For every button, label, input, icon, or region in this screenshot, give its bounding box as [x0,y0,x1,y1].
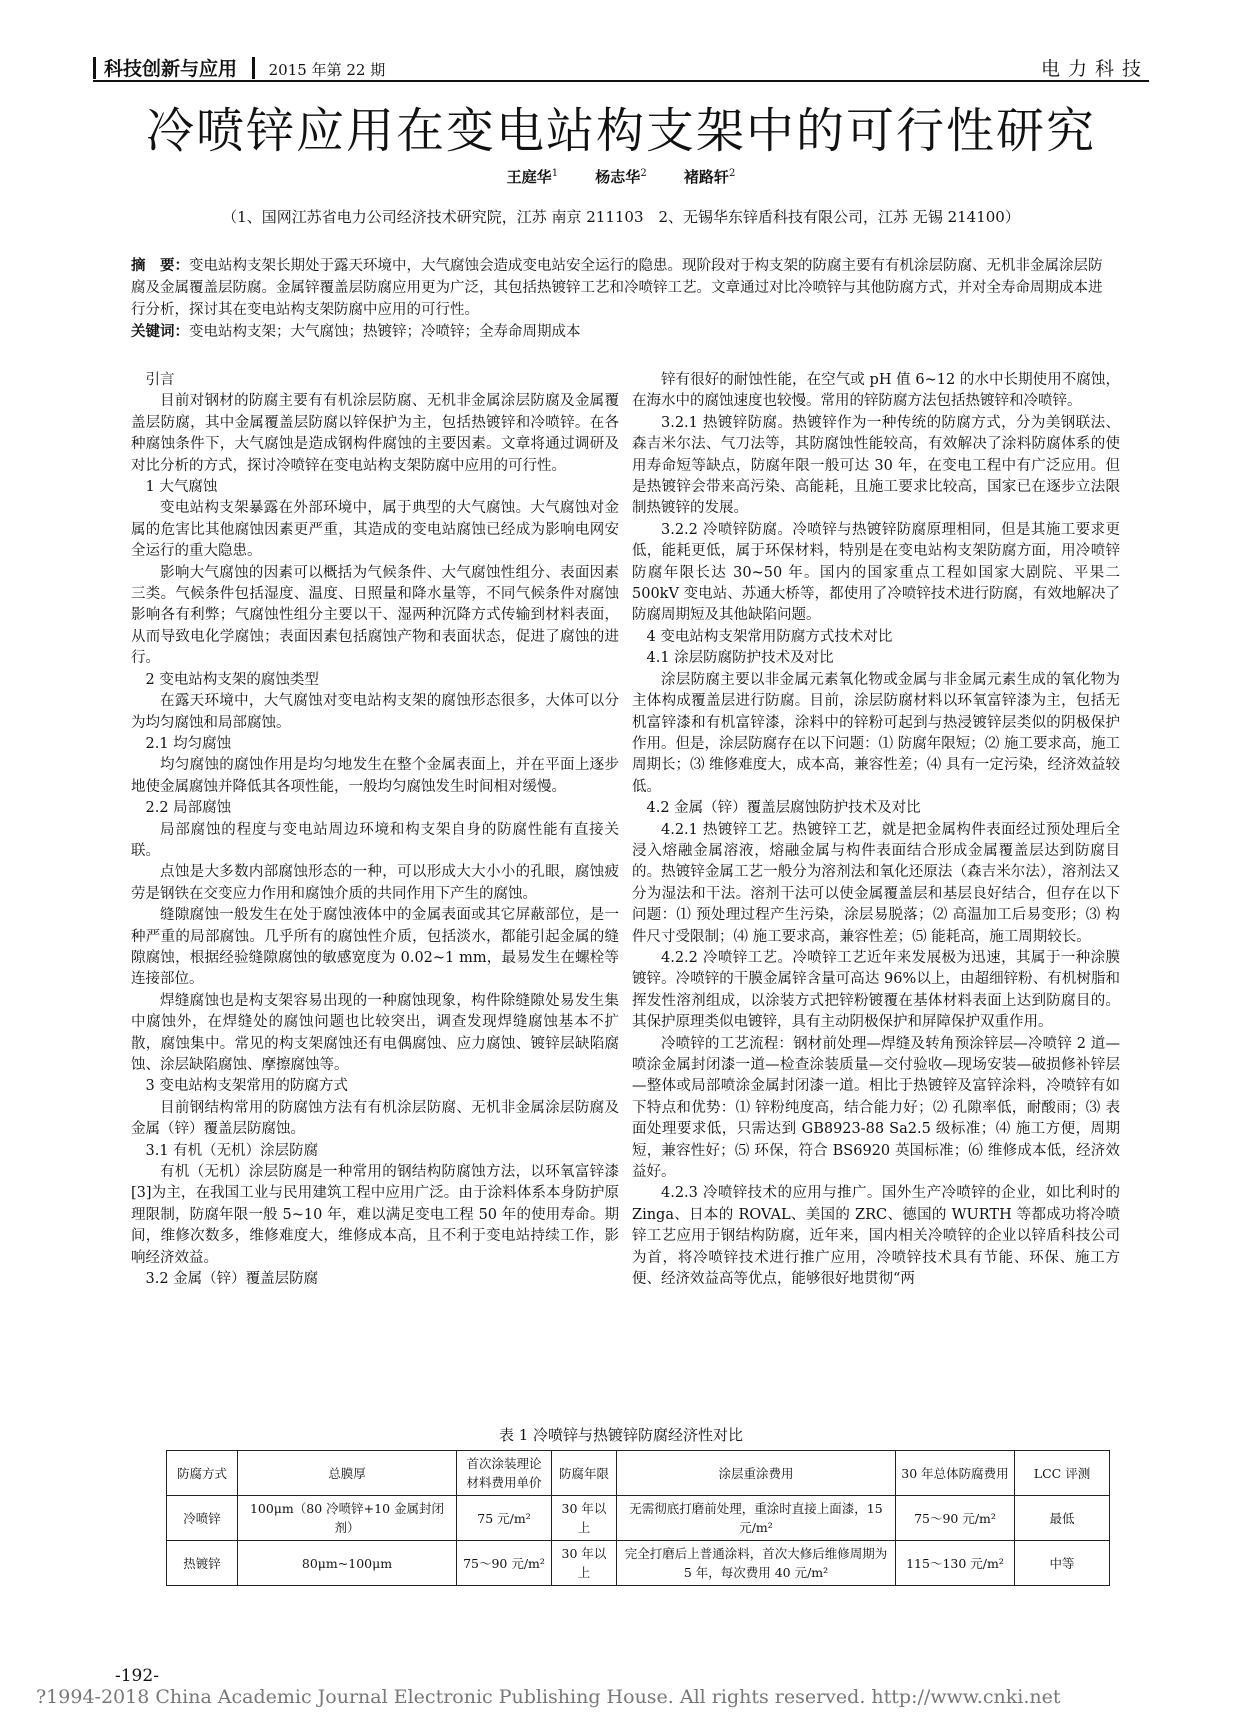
body-column-left [131,370,619,1290]
abstract [131,255,1114,343]
comparison-table [166,1450,1110,1586]
affiliation: （1、国网江苏省电力公司经济技术研究院，江苏 南京 211103 2、无锡华东锌盾科技有限公司，江苏 无锡 214100） [222,208,1020,226]
author-3: 褚路轩$^2$ [683,168,736,186]
table-header-cell: LCC 评测 [1015,1451,1110,1496]
body-paragraph: 4.2.3 冷喷锌技术的应用与推广。国外生产冷喷锌的企业，如比利时的 Zinga、日本的 ROVAL、美国的 ZRC、德国的 WURTH 等都成功将冷喷锌工艺应用于钢结构防腐，近年来，国内相关冷喷锌的企业以锌盾科技公司为首，将冷喷锌技术进行推广应用，冷喷锌技术具有节能、环保、施工方便、经济效益高等优点，能够很好地贯彻“两 [632,1185,1120,1288]
table-header-cell: 涂层重涂费用 [617,1451,896,1496]
section-heading: 4 变电站构支架常用防腐方式技术对比 [646,628,893,645]
keywords-label: 关键词： [131,323,189,340]
running-header [93,48,1149,82]
body-paragraph: 冷喷锌的工艺流程：钢材前处理—焊缝及转角预涂锌层—冷喷锌 2 道—喷涂金属封闭漆一道—检查涂装质量—交付验收—现场安装—破损修补锌层—整体或局部喷涂金属封闭漆一道。相比于热镀锌及富锌涂料，冷喷锌有如下特点和优势：⑴ 锌粉纯度高，结合能力好；⑵ 孔隙率低，耐酸雨；⑶ 表面处理要求低，只需达到 GB8923-88 Sa2.5 级标准；⑷ 施工方便，周期短，兼容性好；⑸ 环保，符合 BS6920 英国标准；⑹ 维修成本低，经济效益好。 [632,1035,1120,1181]
table-row [167,1496,1110,1541]
body-paragraph: 影响大气腐蚀的因素可以概括为气候条件、大气腐蚀性组分、表面因素三类。气候条件包括湿度、温度、日照量和降水量等，不同气候条件对腐蚀影响各有利弊；气腐蚀性组分主要以干、湿两种沉降方式传输到材料表面，从而导致电化学腐蚀；表面因素包括腐蚀产物和表面状态，促进了腐蚀的进行。 [131,564,619,667]
body-paragraph: 缝隙腐蚀一般发生在处于腐蚀液体中的金属表面或其它屏蔽部位，是一种严重的局部腐蚀。几乎所有的腐蚀性介质，包括淡水，都能引起金属的缝隙腐蚀，根据经验缝隙腐蚀的敏感宽度为 0.02~1 mm，最易发生在螺栓等连接部位。 [131,907,619,988]
body-paragraph: 焊缝腐蚀也是构支架容易出现的一种腐蚀现象，构件除缝隙处易发生集中腐蚀外，在焊缝处的腐蚀问题也比较突出，调查发现焊缝腐蚀基本不扩散，腐蚀集中。常见的构支架腐蚀还有电偶腐蚀、应力腐蚀、镀锌层缺陷腐蚀、涂层缺陷腐蚀、摩擦腐蚀等。 [131,992,619,1073]
table-cell: 30 年以上 [552,1541,617,1586]
body-paragraph: 3.2.2 冷喷锌防腐。冷喷锌与热镀锌防腐原理相同，但是其施工要求更低，能耗更低，属于环保材料，特别是在变电站构支架防腐方面，用冷喷锌防腐年限长达 30~50 年。国内的国家重点工程如国家大剧院、平果二 500kV 变电站、苏通大桥等，都使用了冷喷锌技术进行防腐，有效地解决了防腐周期短及其他缺陷问题。 [632,521,1120,624]
section-heading: 4.1 涂层防腐防护技术及对比 [646,650,834,667]
header-rule [93,80,1149,82]
copyright-notice: ?1994-2018 China Academic Journal Electronic Publishing House. All rights reserved. http://www.cnki.net [36,1686,1061,1708]
table-cell: 75～90 元/m² [896,1496,1015,1541]
table-cell: 75～90 元/m² [457,1541,552,1586]
paper-title: 冷喷锌应用在变电站构支架中的可行性研究 [145,103,1096,159]
table-cell: 完全打磨后上普通涂料，首次大修后维修周期为 5 年，每次费用 40 元/m² [617,1541,896,1586]
body-paragraph: 有机（无机）涂层防腐是一种常用的钢结构防腐蚀方法，以环氧富锌漆[3]为主，在我国工业与民用建筑工程中应用广泛。由于涂料体系本身防护原理限制，防腐年限一般 5~10 年，难以满足变电工程 50 年的使用寿命。期间，维修次数多，维修难度大，维修成本高，且不利于变电站持续工作，影响经济效益。 [131,1164,619,1266]
header-section [93,54,385,81]
body-paragraph: 4.2.1 热镀锌工艺。热镀锌工艺，就是把金属构件表面经过预处理后全浸入熔融金属溶液，熔融金属与构件表面结合形成金属覆盖层达到防腐目的。热镀锌金属工艺一般分为溶剂法和氧化还原法（森吉米尔法），溶剂法又分为湿法和干法。溶剂干法可以使金属覆盖层和基层良好结合，但存在以下问题：⑴ 预处理过程产生污染，涂层易脱落；⑵ 高温加工后易变形；⑶ 构件尺寸受限制；⑷ 施工要求高，兼容性差；⑸ 能耗高，施工周期较长。 [632,821,1120,945]
section-heading: 3.2 金属（锌）覆盖层防腐 [145,1271,319,1288]
table-cell: 75 元/m² [457,1496,552,1541]
page-number: -192- [115,1666,159,1686]
table-cell: 无需彻底打磨前处理，重涂时直接上面漆，15 元/m² [617,1496,896,1541]
table-cell: 热镀锌 [167,1541,238,1586]
body-paragraph: 3.2.1 热镀锌防腐。热镀锌作为一种传统的防腐方式，分为美钢联法、森吉米尔法、气刀法等，其防腐蚀性能较高，有效解决了涂料防腐体系的使用寿命短等缺点，防腐年限一般可达 30 年，在变电工程中有广泛应用。但是热镀锌会带来高污染、高能耗，且施工要求比较高，国家已在逐步立法限制热镀锌的发展。 [632,414,1120,517]
body-paragraph: 锌有很好的耐蚀性能，在空气或 pH 值 6~12 的水中长期使用不腐蚀，在海水中的腐蚀速度也较慢。常用的锌防腐方法包括热镀锌和冷喷锌。 [632,372,1120,410]
author-1: 王庭华$^1$ [506,168,559,186]
table-row [167,1541,1110,1586]
table-cell: 冷喷锌 [167,1496,238,1541]
section-heading: 1 大气腐蚀 [145,479,218,496]
table-header-cell: 总膜厚 [238,1451,457,1496]
body-paragraph: 目前钢结构常用的防腐蚀方法有有机涂层防腐、无机非金属涂层防腐及金属（锌）覆盖层防腐蚀。 [131,1099,619,1138]
header-section-name: 科技创新与应用 [104,58,238,80]
header-bar-left [93,57,96,79]
table-header-cell: 防腐方式 [167,1451,238,1496]
table-header-cell: 首次涂装理论材料费用单价 [457,1451,552,1496]
header-bar-mid [252,57,255,79]
table-cell: 30 年以上 [552,1496,617,1541]
section-heading: 4.2 金属（锌）覆盖层腐蚀防护技术及对比 [646,800,921,817]
table-caption: 表 1 冷喷锌与热镀锌防腐经济性对比 [498,1426,744,1444]
author-list [0,166,1242,187]
body-paragraph: 变电站构支架暴露在外部环境中，属于典型的大气腐蚀。大气腐蚀对金属的危害比其他腐蚀因素更严重，其造成的变电站腐蚀已经成为影响电网安全运行的重大隐患。 [131,500,619,560]
table-cell: 115～130 元/m² [896,1541,1015,1586]
table-cell: 100μm（80 冷喷锌+10 金属封闭剂） [238,1496,457,1541]
table-cell: 80μm~100μm [238,1541,457,1586]
section-heading: 引言 [145,372,175,388]
keywords-text: 变电站构支架；大气腐蚀；热镀锌；冷喷锌；全寿命周期成本 [189,324,581,340]
header-issue: 2015 年第 22 期 [268,61,386,79]
abstract-label: 摘 要： [131,257,189,274]
table-header-row [167,1451,1110,1496]
body-paragraph: 局部腐蚀的程度与变电站周边环境和构支架自身的防腐性能有直接关联。 [131,821,619,859]
section-heading: 2.2 局部腐蚀 [145,800,232,817]
table-header-cell: 30 年总体防腐费用 [896,1451,1015,1496]
header-journal: 电力科技 [1040,58,1149,80]
body-column-right [632,370,1120,1290]
body-paragraph: 点蚀是大多数内部腐蚀形态的一种，可以形成大大小小的孔眼，腐蚀疲劳是钢铁在交变应力作用和腐蚀介质的共同作用下产生的腐蚀。 [131,864,619,902]
section-heading: 2.1 均匀腐蚀 [145,735,232,752]
body-paragraph: 目前对钢材的防腐主要有有机涂层防腐、无机非金属涂层防腐及金属覆盖层防腐，其中金属覆盖层防腐以锌保护为主，包括热镀锌和冷喷锌。在各种腐蚀条件下，大气腐蚀是造成钢构件腐蚀的主要因素。文章将通过调研及对比分析的方式，探讨冷喷锌在变电站构支架防腐中应用的可行性。 [131,393,619,474]
body-paragraph: 4.2.2 冷喷锌工艺。冷喷锌工艺近年来发展极为迅速，其属于一种涂膜镀锌。冷喷锌的干膜金属锌含量可高达 96%以上，由超细锌粉、有机树脂和挥发性溶剂组成，以涂装方式把锌粉镀覆在基体材料表面上达到防腐目的。其保护原理类似电镀锌，具有主动阴极保护和屏障保护双重作用。 [632,949,1120,1031]
table-cell: 中等 [1015,1541,1110,1586]
author-2: 杨志华$^2$ [595,168,647,186]
body-paragraph: 涂层防腐主要以非金属元素氧化物或金属与非金属元素生成的氧化物为主体构成覆盖层进行防腐。目前，涂层防腐材料以环氧富锌漆为主，包括无机富锌漆和有机富锌漆，涂料中的锌粉可起到与热浸镀锌层类似的阴极保护作用。但是，涂层防腐存在以下问题：⑴ 防腐年限短；⑵ 施工要求高，施工周期长；⑶ 维修难度大，成本高，兼容性差；⑷ 具有一定污染，经济效益较低。 [632,671,1120,795]
section-heading: 3.1 有机（无机）涂层防腐 [145,1142,319,1159]
abstract-text: 变电站构支架长期处于露天环境中，大气腐蚀会造成变电站安全运行的隐患。现阶段对于构支架的防腐主要有有机涂层防腐、无机非金属涂层防腐及金属覆盖层防腐。金属锌覆盖层防腐应用更为广泛，其包括热镀锌工艺和冷喷锌工艺。文章通过对比冷喷锌与其他防腐方式，并对全寿命周期成本进行分析，探讨其在变电站构支架防腐中应用的可行性。 [131,258,1103,318]
body-paragraph: 在露天环境中，大气腐蚀对变电站构支架的腐蚀形态很多，大体可以分为均匀腐蚀和局部腐蚀。 [131,693,619,731]
section-heading: 3 变电站构支架常用的防腐方式 [145,1078,348,1095]
table-cell: 最低 [1015,1496,1110,1541]
table-header-cell: 防腐年限 [552,1451,617,1496]
section-heading: 2 变电站构支架的腐蚀类型 [145,671,319,688]
body-paragraph: 均匀腐蚀的腐蚀作用是均匀地发生在整个金属表面上，并在平面上逐步地使金属腐蚀并降低其各项性能，一般均匀腐蚀发生时间相对缓慢。 [131,757,619,795]
